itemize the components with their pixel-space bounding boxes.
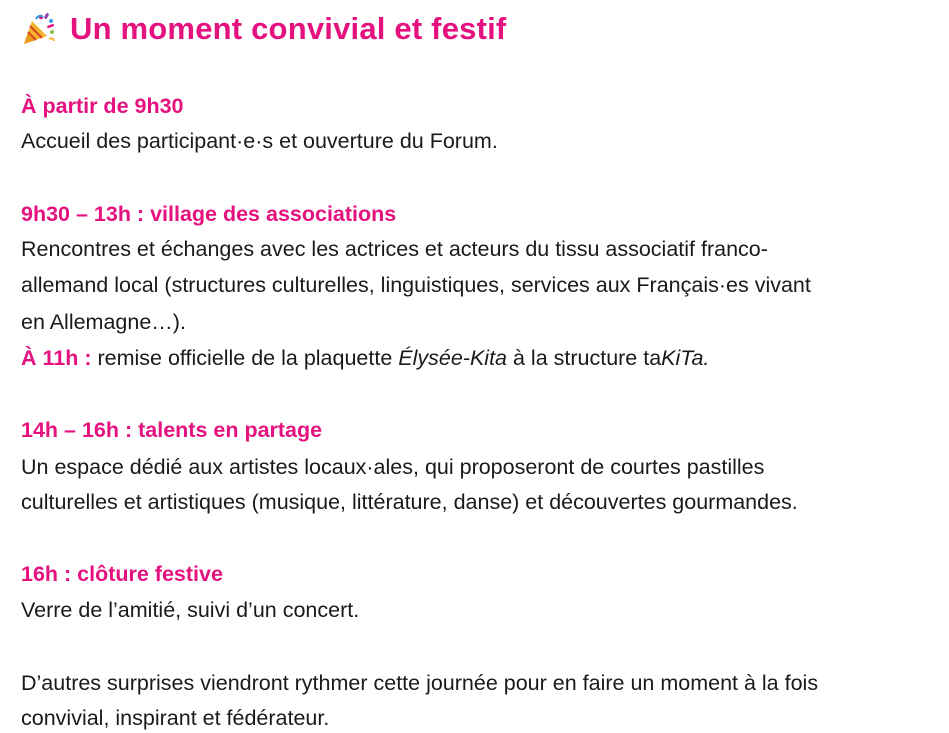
highlight-structure-name: KiTa — [661, 346, 704, 370]
section-heading-talents: 14h – 16h : talents en partage — [21, 418, 323, 442]
closing-text-line2: convivial, inspirant et fédérateur. — [21, 706, 330, 730]
section-text-closing: Verre de l’amitié, suivi d’un concert. — [21, 598, 360, 622]
page-title-row — [21, 9, 506, 49]
highlight-text-after: . — [703, 346, 710, 370]
party-popper-icon — [21, 11, 57, 47]
closing-text-line1: D’autres surprises viendront rythmer cette journée pour en faire un moment à la fois — [21, 671, 819, 695]
section-heading-closing: 16h : clôture festive — [21, 562, 223, 586]
highlight-text-before: remise officielle de la plaquette — [91, 346, 399, 370]
highlight-text-middle: à la structure ta — [507, 346, 662, 370]
section-text-village-line2: allemand local (structures culturelles, linguistiques, services aux Français·es vivant — [21, 273, 811, 297]
highlight-ceremony — [21, 344, 709, 372]
section-text-talents-line1: Un espace dédié aux artistes locaux·ales, qui proposeront de courtes pastilles — [21, 455, 765, 479]
section-text-talents-line2: culturelles et artistiques (musique, littérature, danse) et découvertes gourmandes. — [21, 490, 798, 514]
page-title: Un moment convivial et festif — [70, 11, 507, 46]
section-text-village-line1: Rencontres et échanges avec les actrices et acteurs du tissu associatif franco- — [21, 237, 768, 261]
section-text-welcome: Accueil des participant·e·s et ouverture du Forum. — [21, 129, 498, 153]
highlight-time-label: À 11h : — [21, 346, 92, 370]
section-heading-welcome: À partir de 9h30 — [21, 94, 184, 118]
highlight-brochure-title: Élysée-Kita — [398, 346, 508, 370]
section-heading-village: 9h30 – 13h : village des associations — [21, 202, 397, 226]
section-text-village-line3: en Allemagne…). — [21, 310, 186, 334]
